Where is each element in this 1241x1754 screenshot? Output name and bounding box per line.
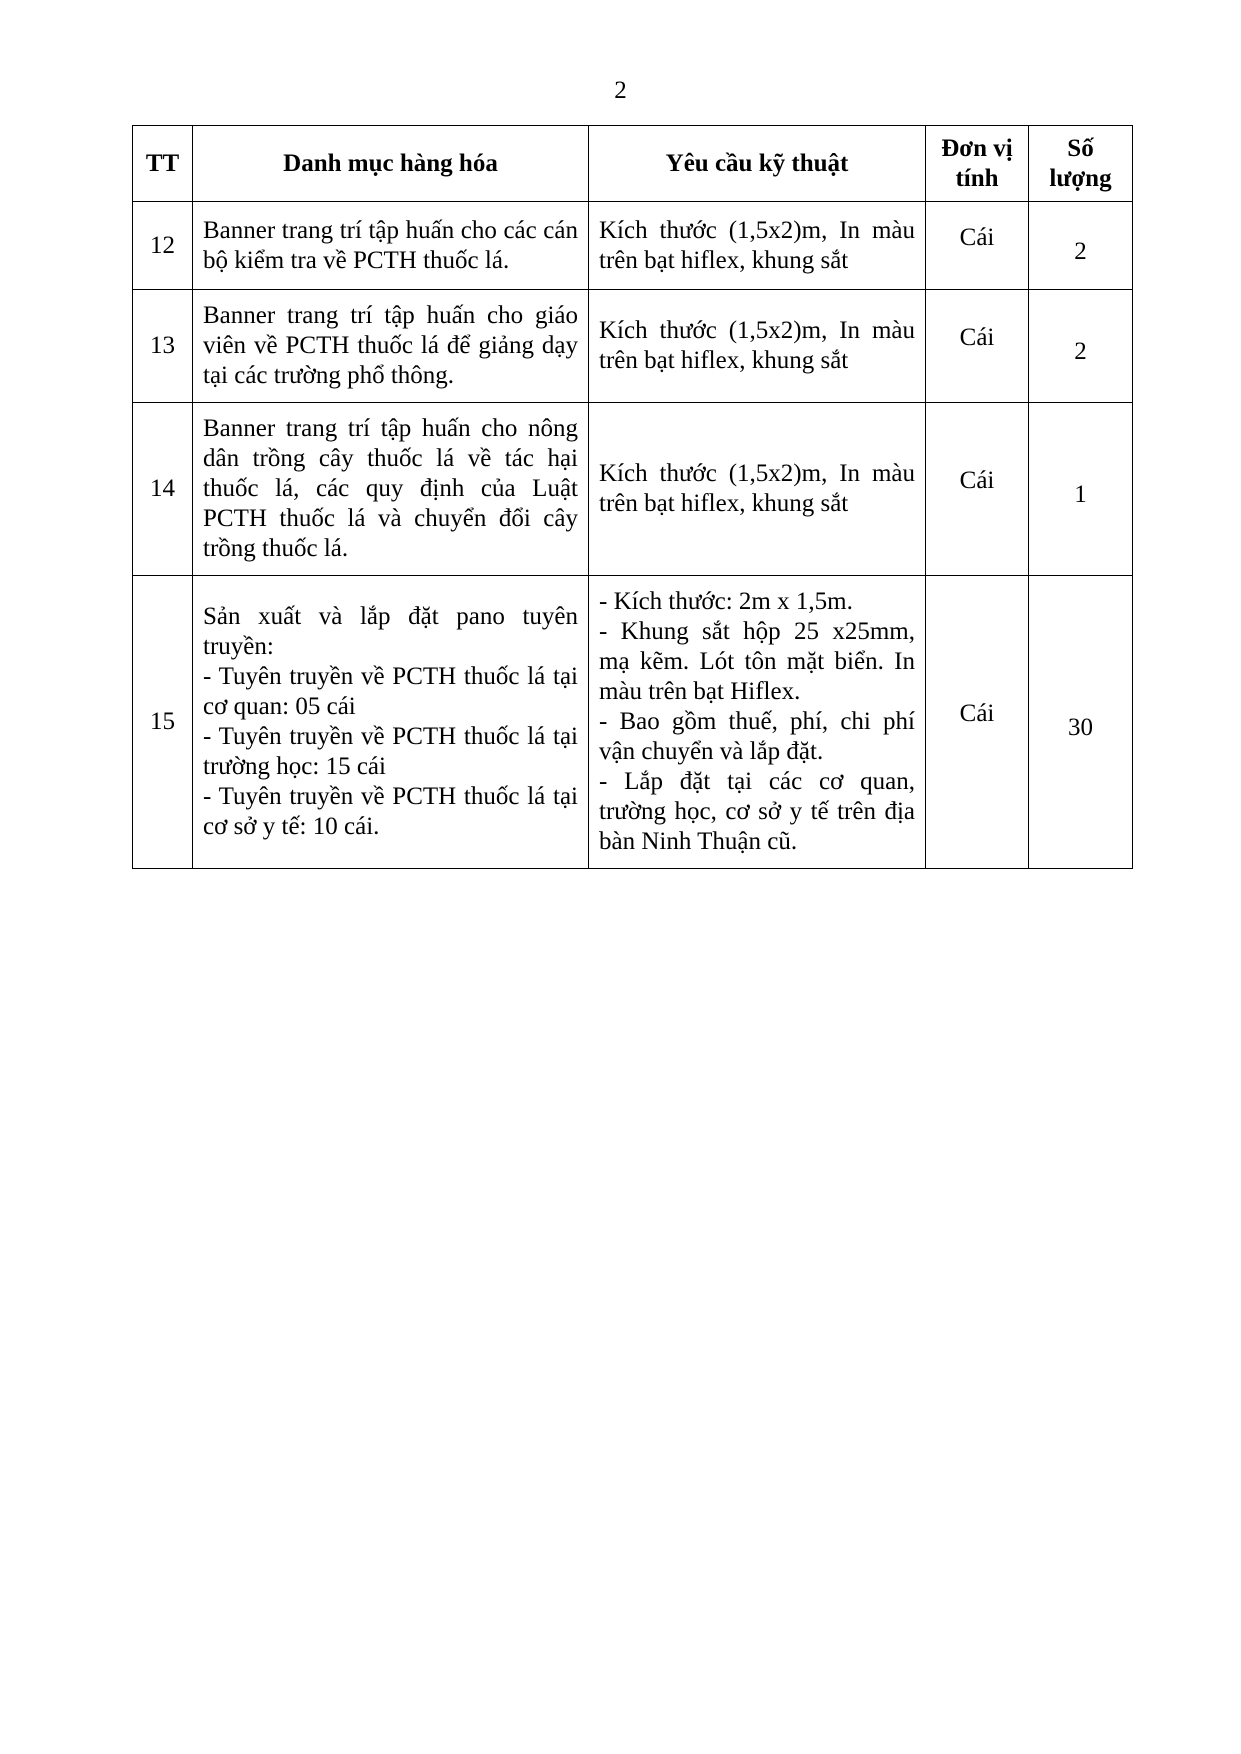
- quantity-text: 2: [1074, 338, 1087, 365]
- table-header-row: [133, 126, 1133, 202]
- quantity-text: 1: [1074, 481, 1087, 508]
- item-detail: - Tuyên truyền về PCTH thuốc lá tại trường học: 15 cái: [203, 723, 578, 780]
- quantity-cell: [1029, 202, 1133, 290]
- requirement-cell: [589, 403, 926, 576]
- unit-text: Cái: [959, 467, 995, 494]
- item-cell: [193, 576, 589, 869]
- requirement-text: Kích thước (1,5x2)m, In màu trên bạt hiflex, khung sắt: [599, 317, 915, 374]
- goods-table: [132, 125, 1133, 869]
- requirement-text: - Khung sắt hộp 25 x25mm, mạ kẽm. Lót tôn mặt biển. In màu trên bạt Hiflex.: [599, 618, 915, 705]
- unit-cell: [926, 576, 1029, 869]
- item-text: Banner trang trí tập huấn cho các cán bộ kiểm tra về PCTH thuốc lá.: [203, 216, 578, 274]
- row-number: 13: [133, 290, 193, 403]
- item-detail: - Tuyên truyền về PCTH thuốc lá tại cơ sở y tế: 10 cái.: [203, 783, 578, 840]
- quantity-text: 2: [1074, 237, 1087, 265]
- requirement-text: Kích thước (1,5x2)m, In màu trên bạt hiflex, khung sắt: [599, 216, 915, 274]
- requirement-text: - Kích thước: 2m x 1,5m.: [599, 588, 853, 615]
- item-cell: [193, 202, 589, 290]
- unit-text: Cái: [959, 324, 995, 351]
- header-item: Danh mục hàng hóa: [193, 126, 589, 202]
- item-cell: [193, 290, 589, 403]
- quantity-cell: [1029, 290, 1133, 403]
- row-number: 14: [133, 403, 193, 576]
- requirement-cell: [589, 576, 926, 869]
- table-row: [133, 290, 1133, 403]
- requirement-cell: [589, 202, 926, 290]
- requirement-text: - Bao gồm thuế, phí, chi phí vận chuyển và lắp đặt.: [599, 708, 915, 765]
- item-cell: [193, 403, 589, 576]
- unit-cell: [926, 403, 1029, 576]
- header-quantity: Số lượng: [1029, 126, 1133, 202]
- item-text: Banner trang trí tập huấn cho nông dân trồng cây thuốc lá về tác hại thuốc lá, các quy định của Luật PCTH thuốc lá và chuyển đổi cây trồng thuốc lá.: [203, 415, 578, 562]
- quantity-cell: [1029, 576, 1133, 869]
- header-tt: TT: [133, 126, 193, 202]
- quantity-cell: [1029, 403, 1133, 576]
- page-number: 2: [614, 77, 627, 104]
- unit-cell: [926, 290, 1029, 403]
- table-row: [133, 403, 1133, 576]
- row-number: 15: [133, 576, 193, 869]
- unit-cell: [926, 202, 1029, 290]
- item-detail: - Tuyên truyền về PCTH thuốc lá tại cơ quan: 05 cái: [203, 663, 578, 720]
- unit-text: Cái: [959, 700, 995, 727]
- header-unit: Đơn vị tính: [926, 126, 1029, 202]
- requirement-cell: [589, 290, 926, 403]
- row-number: 12: [133, 202, 193, 290]
- requirement-text: - Lắp đặt tại các cơ quan, trường học, cơ sở y tế trên địa bàn Ninh Thuận cũ.: [599, 768, 915, 855]
- quantity-text: 30: [1068, 714, 1093, 741]
- item-text: Banner trang trí tập huấn cho giáo viên về PCTH thuốc lá để giảng dạy tại các trường phổ thông.: [203, 302, 578, 389]
- requirement-text: Kích thước (1,5x2)m, In màu trên bạt hiflex, khung sắt: [599, 460, 915, 517]
- table-row: [133, 202, 1133, 290]
- unit-text: Cái: [959, 223, 995, 251]
- header-requirement: Yêu cầu kỹ thuật: [589, 126, 926, 202]
- table-row: [133, 576, 1133, 869]
- item-heading: Sản xuất và lắp đặt pano tuyên truyền:: [203, 603, 578, 660]
